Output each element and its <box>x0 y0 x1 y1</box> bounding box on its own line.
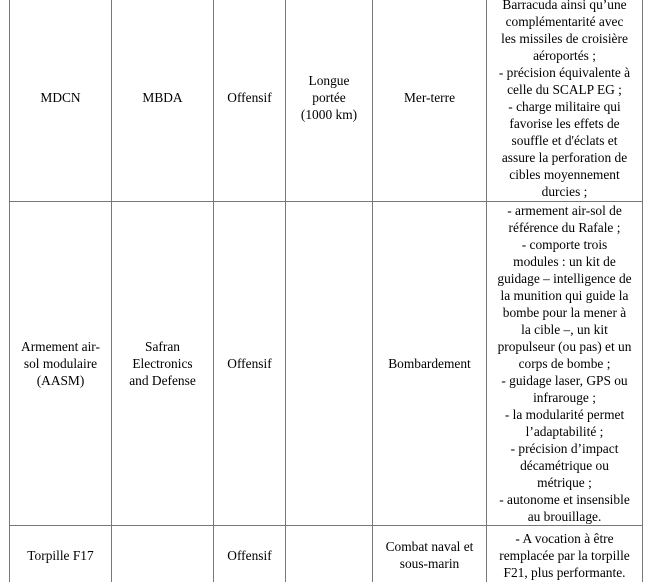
description-line: les missiles de croisière <box>501 30 628 46</box>
description-line: aéroportés ; <box>533 47 596 63</box>
description-line: F21, plus performante. <box>503 564 626 580</box>
description-line: - précision d’impact <box>510 441 619 456</box>
description-line: - charge militaire qui <box>508 98 621 114</box>
description-line: - A vocation à être <box>515 530 614 546</box>
description-line: favorise les effets de <box>509 115 620 131</box>
description-line: assure la perforation de <box>501 149 628 165</box>
description-line: l’adaptabilité ; <box>525 424 604 439</box>
cell-description <box>487 526 643 582</box>
description-line: métrique ; <box>537 475 592 490</box>
cell-description <box>487 0 643 202</box>
cell-name <box>10 526 112 582</box>
description-line: durcies ; <box>541 183 588 199</box>
description-line: celle du SCALP EG ; <box>507 81 622 97</box>
description-line: - autonome et insensible <box>499 492 630 507</box>
cell-description <box>487 202 643 526</box>
weapons-table <box>9 0 643 582</box>
description-line: - guidage laser, GPS ou <box>501 373 628 388</box>
table-row <box>10 0 643 202</box>
description-line: la cible –, un kit <box>521 322 608 337</box>
table-row <box>10 526 643 582</box>
maker-line: and Defense <box>129 373 196 388</box>
description-line: bombe pour la mener à <box>502 305 627 320</box>
range-line: portée <box>312 90 346 105</box>
description-line: - armement air-sol de <box>507 203 622 218</box>
nature-text: Offensif <box>227 90 272 105</box>
nature-text: Offensif <box>227 547 272 563</box>
mission-text: Bombardement <box>388 356 471 371</box>
mission-line: sous-marin <box>399 556 460 571</box>
description-line: souffle et d'éclats et <box>511 132 618 148</box>
description-line: Barracuda ainsi qu’une <box>502 0 627 12</box>
name-text: Torpille F17 <box>27 547 94 563</box>
cell-range <box>286 202 373 526</box>
maker-text: MBDA <box>142 90 183 105</box>
name-line: (AASM) <box>36 373 85 388</box>
cell-maker <box>112 202 214 526</box>
cell-range <box>286 0 373 202</box>
maker-line: Electronics <box>132 356 193 371</box>
cell-name <box>10 0 112 202</box>
range-line: (1000 km) <box>300 107 358 122</box>
description-line: - précision équivalente à <box>498 64 631 80</box>
table-row <box>10 202 643 526</box>
cell-name <box>10 202 112 526</box>
description-line: corps de bombe ; <box>518 356 611 371</box>
cell-mission <box>373 526 487 582</box>
mission-line: Combat naval et <box>385 539 474 554</box>
cell-maker <box>112 0 214 202</box>
description-line: propulseur (ou pas) et un <box>497 339 632 354</box>
maker-line: Safran <box>145 339 180 354</box>
range-line: Longue <box>308 73 350 88</box>
name-line: Armement air- <box>21 339 100 354</box>
description-line: complémentarité avec <box>505 13 624 29</box>
description-line: décamétrique ou <box>520 458 609 473</box>
description-line: référence du Rafale ; <box>508 220 621 235</box>
description-line: - la modularité permet <box>504 407 625 422</box>
nature-text: Offensif <box>227 356 272 371</box>
cell-maker <box>112 526 214 582</box>
cell-range <box>286 526 373 582</box>
name-line: sol modulaire <box>23 356 98 371</box>
cell-nature <box>214 202 286 526</box>
cell-nature <box>214 0 286 202</box>
cell-mission <box>373 202 487 526</box>
description-line: infrarouge ; <box>533 390 596 405</box>
description-line: modules : un kit de <box>513 254 616 269</box>
description-line: guidage – intelligence de <box>497 271 632 286</box>
description-line: - comporte trois <box>521 237 608 252</box>
mission-text: Mer-terre <box>403 90 456 105</box>
description-line: cibles moyennement <box>509 166 620 182</box>
description-line: au brouillage. <box>527 509 602 524</box>
cell-mission <box>373 0 487 202</box>
description-line: la munition qui guide la <box>500 288 629 303</box>
description-line: remplacée par la torpille <box>499 547 630 563</box>
name-text: MDCN <box>40 90 81 105</box>
cell-nature <box>214 526 286 582</box>
